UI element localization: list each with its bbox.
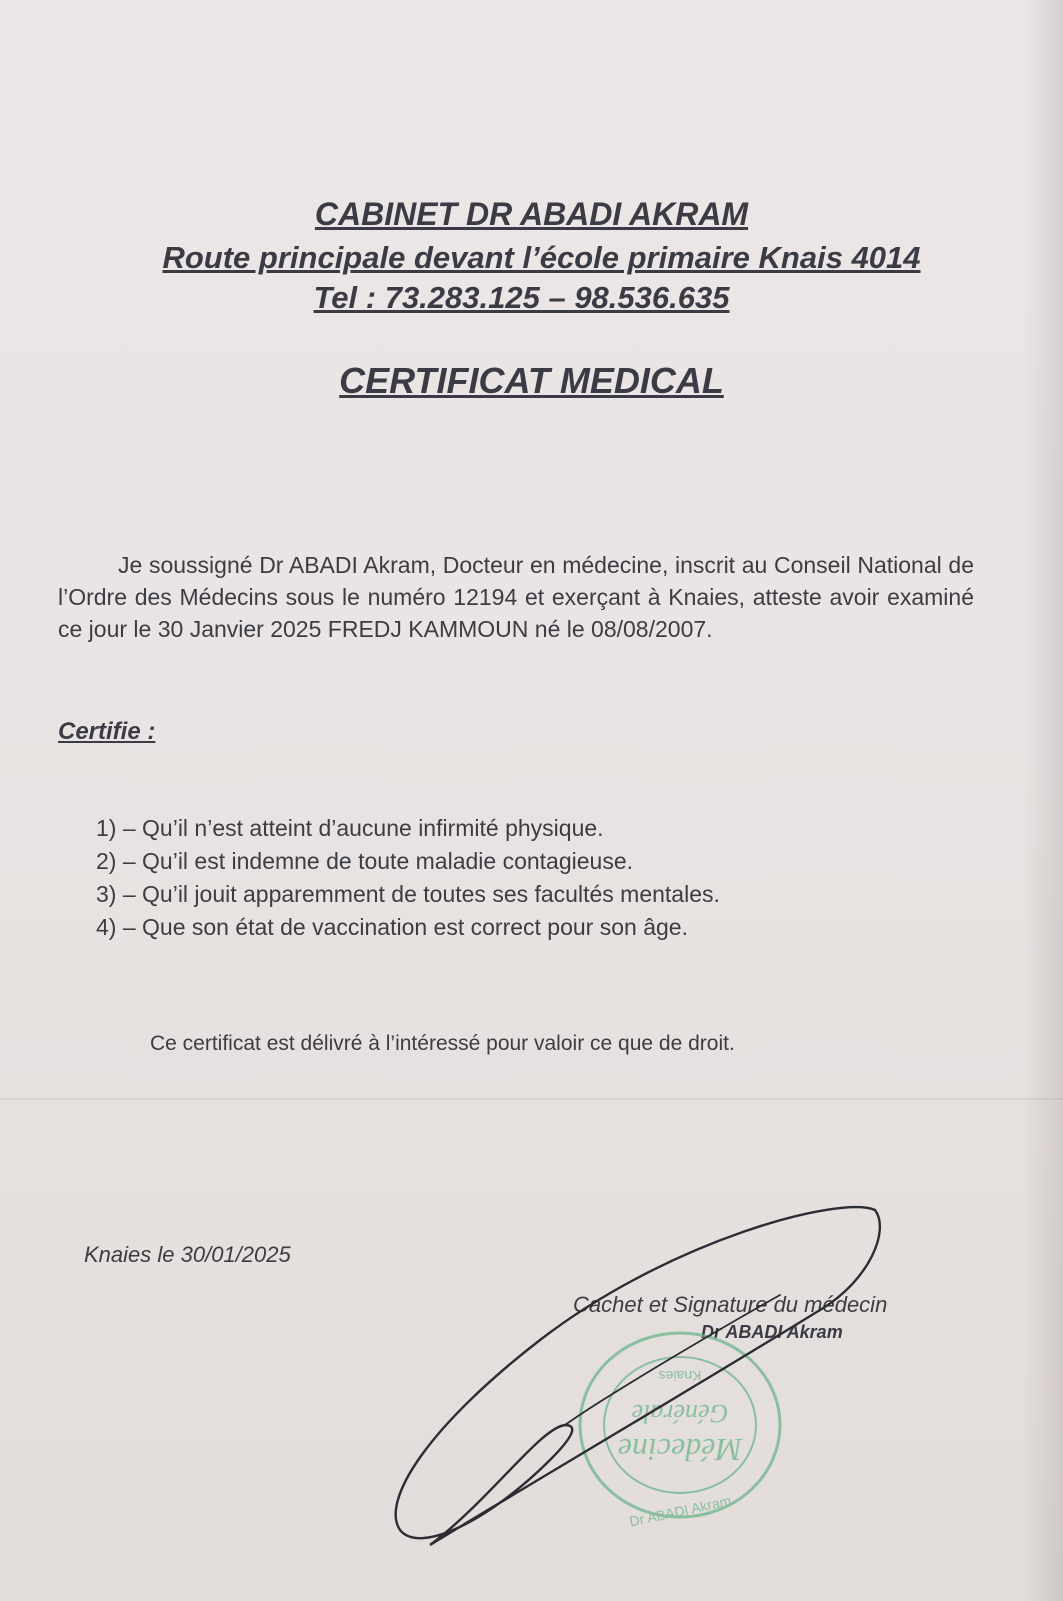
signature-label: Cachet et Signature du médecin <box>573 1292 888 1317</box>
document-title: CERTIFICAT MEDICAL <box>339 360 724 401</box>
handwritten-signature <box>370 1200 910 1560</box>
stamp-text-knaies: Knaies <box>658 1368 702 1384</box>
place-and-date: Knaies le 30/01/2025 <box>84 1242 291 1267</box>
cabinet-address: Route principale devant l’école primaire Knais 4014 <box>162 240 921 275</box>
stamp-text-generale: Générale <box>631 1399 729 1428</box>
certification-list <box>96 812 720 944</box>
cabinet-name: CABINET DR ABADI AKRAM <box>314 196 749 232</box>
certifie-label: Certifie : <box>58 718 156 745</box>
stamp-text-doctor: Dr ABADI Akram <box>627 1492 733 1530</box>
list-item: 3) – Qu’il jouit apparemment de toutes ses facultés mentales. <box>96 881 720 907</box>
stamp-text-medecine: Médecine <box>617 1432 743 1468</box>
list-item: 1) – Qu’il n’est atteint d’aucune infirmité physique. <box>96 815 604 841</box>
list-item: 2) – Qu’il est indemne de toute maladie contagieuse. <box>96 848 633 874</box>
list-item: 4) – Que son état de vaccination est correct pour son âge. <box>96 914 688 940</box>
doctor-name: Dr ABADI Akram <box>701 1322 843 1342</box>
cabinet-phone: Tel : 73.283.125 – 98.536.635 <box>313 280 730 315</box>
intro-paragraph: Je soussigné Dr ABADI Akram, Docteur en médecine, inscrit au Conseil National de l’Ordre des Médecins sous le numéro 12194 et exerçant à Knaies, atteste avoir examiné ce jour le 30 Janvier 2025 FREDJ KAMMOUN né le 08/08/2007. <box>58 552 974 642</box>
paper-fold <box>0 1098 1063 1100</box>
closing-statement: Ce certificat est délivré à l’intéressé pour valoir ce que de droit. <box>150 1032 735 1055</box>
